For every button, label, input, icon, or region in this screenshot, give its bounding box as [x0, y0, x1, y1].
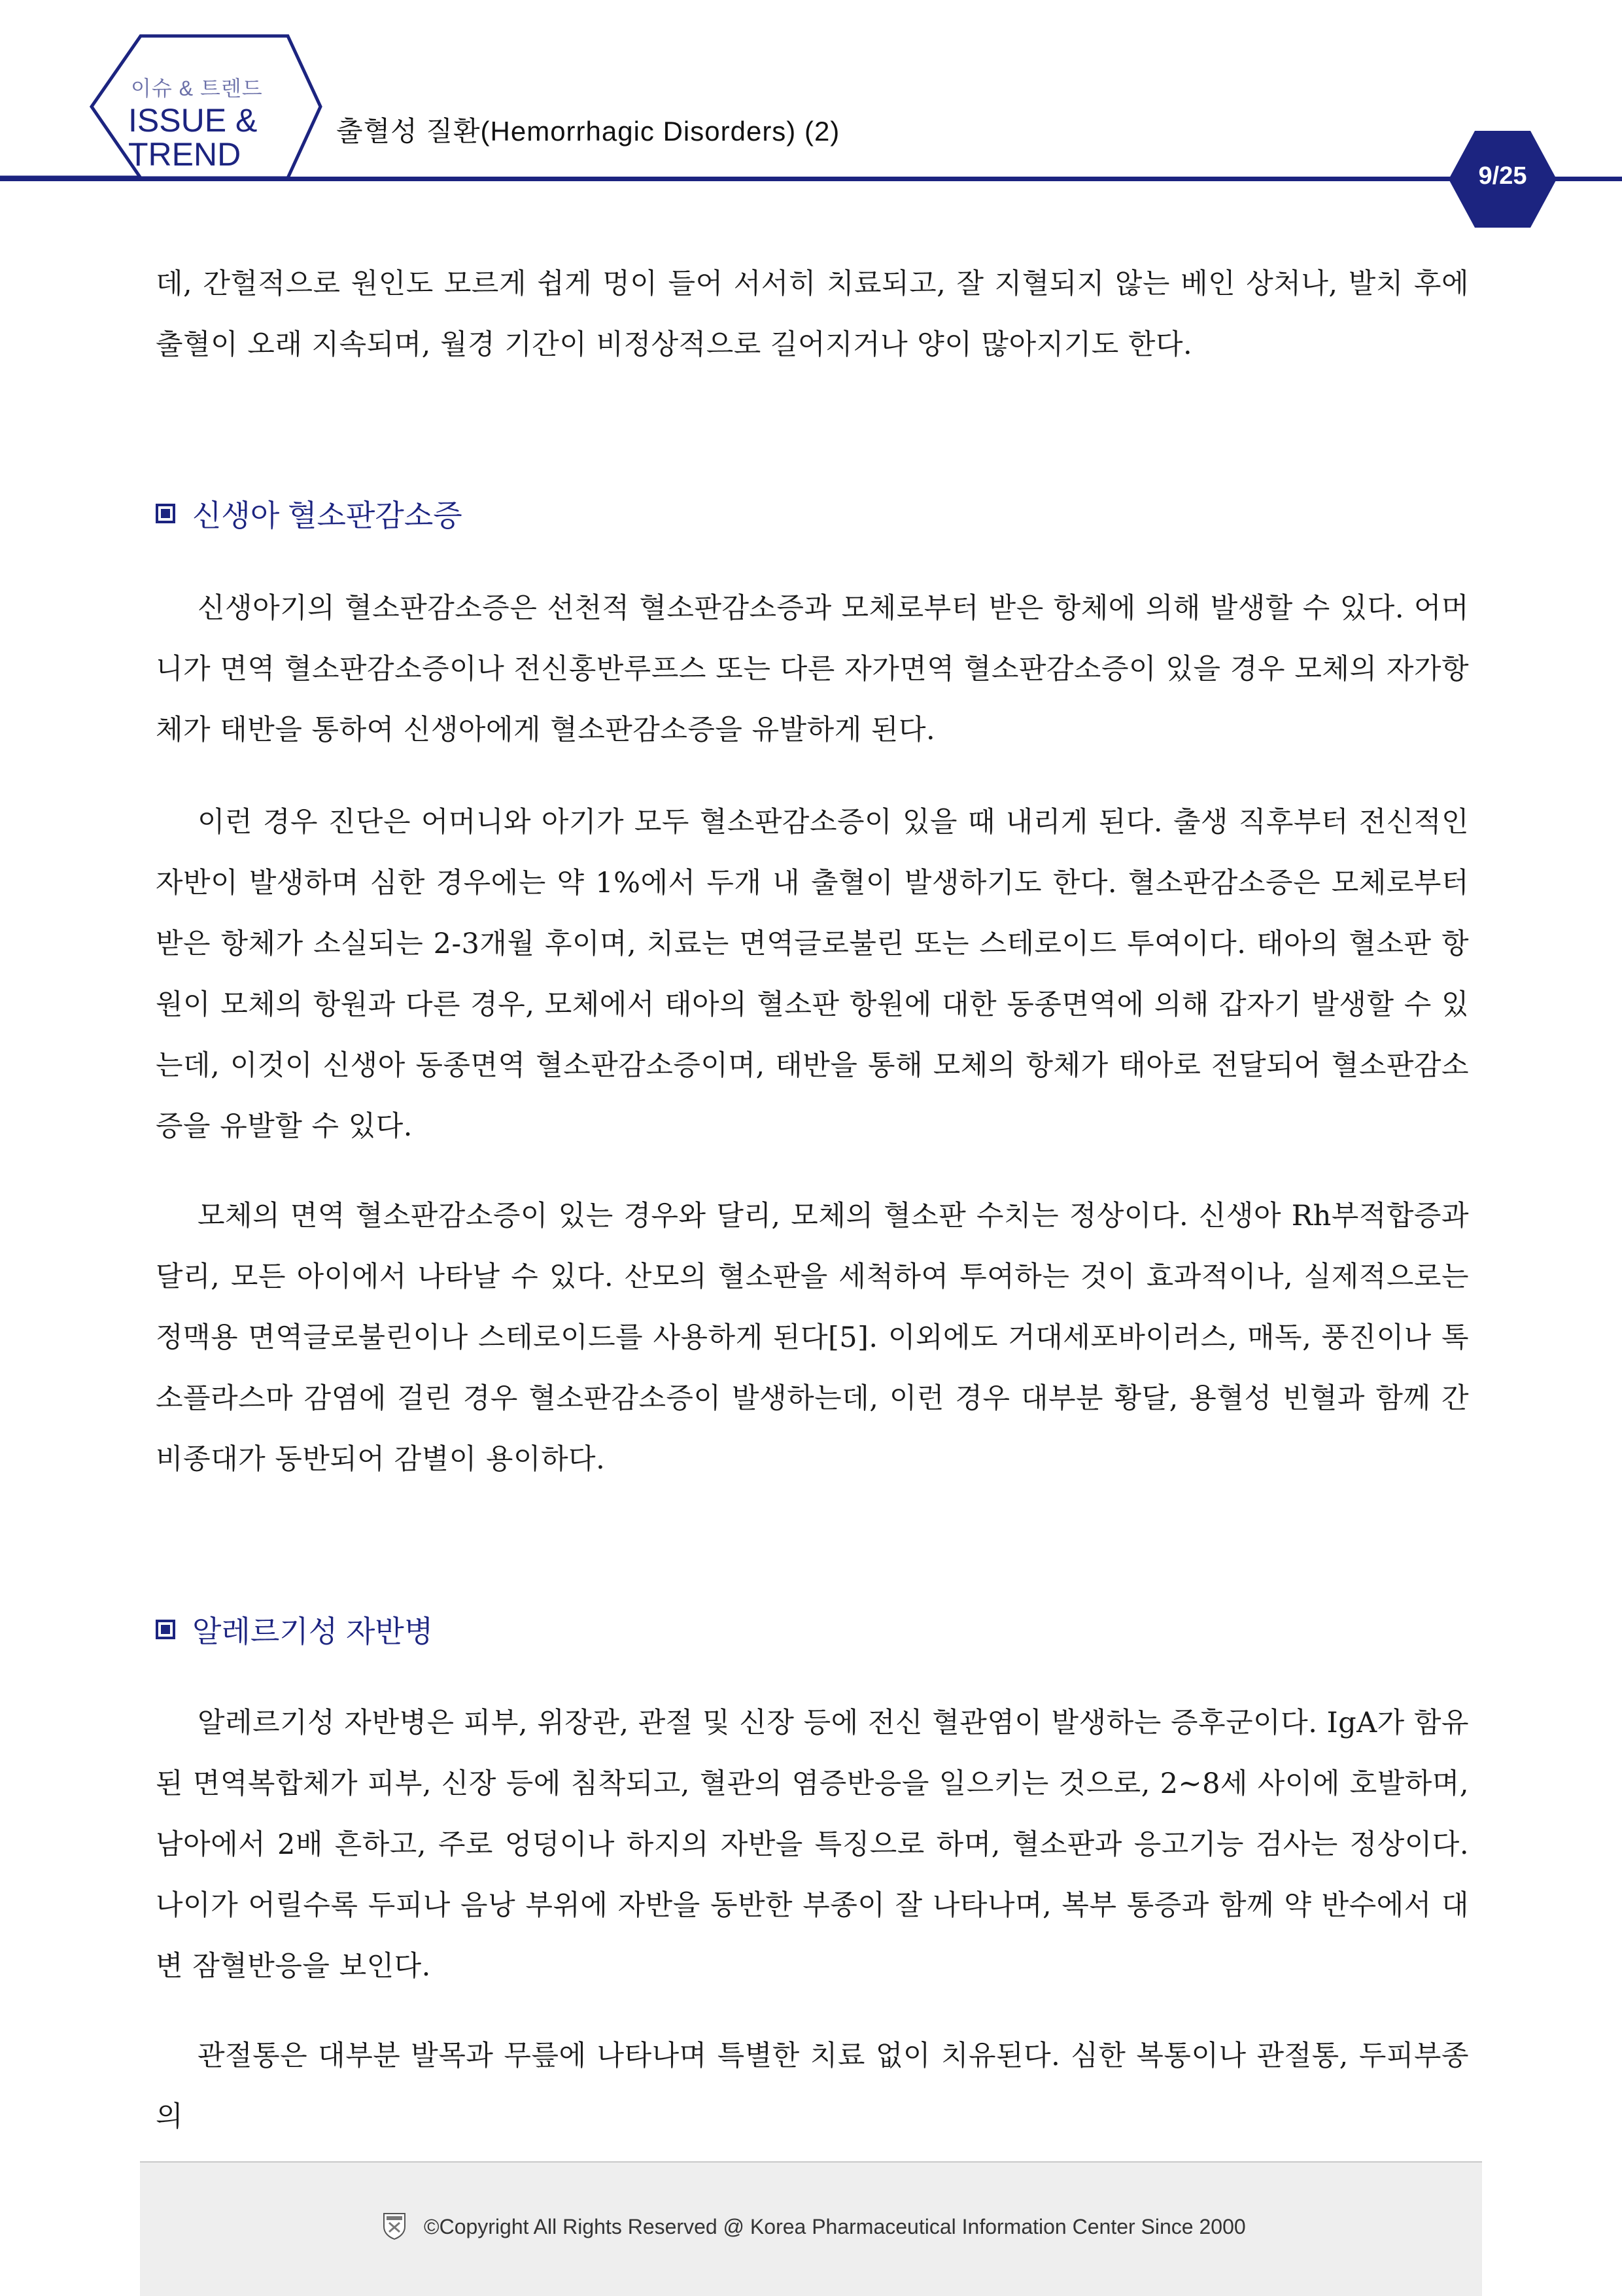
section1-paragraph-1: 신생아기의 혈소판감소증은 선천적 혈소판감소증과 모체로부터 받은 항체에 의해 발생할 수 있다. 어머니가 면역 혈소판감소증이나 전신홍반루프스 또는 다른 자가면역 혈소판감소증이 있을 경우 모체의 자가항체가 태반을 통하여 신생아에게 혈소판감소증을 유발하게 된다.: [156, 592, 1469, 746]
section1-paragraph-3: 모체의 면역 혈소판감소증이 있는 경우와 달리, 모체의 혈소판 수치는 정상이다. 신생아 Rh부적합증과 달리, 모든 아이에서 나타날 수 있다. 산모의 혈소판을 세척하여 투여하는 것이 효과적이나, 실제적으로는 정맥용 면역글로불린이나 스테로이드를 사용하게 된다[5]. 이외에도 거대세포바이러스, 매독, 풍진이나 톡소플라스마 감염에 걸린 경우 혈소판감소증이 발생하는데, 이런 경우 대부분 황달, 용혈성 빈혈과 함께 간비종대가 동반되어 감별이 용이하다.: [156, 1200, 1469, 1476]
crest-icon: [383, 2212, 406, 2240]
section-heading-allergic: [156, 1608, 433, 1651]
section-heading-text: 알레르기성 자반병: [192, 1614, 434, 1648]
page-title: 출혈성 질환(Hemorrhagic Disorders) (2): [336, 116, 840, 147]
square-bullet-icon: [156, 1620, 175, 1639]
logo-line-2: TREND: [128, 136, 241, 173]
intro-paragraph: 데, 간헐적으로 원인도 모르게 쉽게 멍이 들어 서서히 치료되고, 잘 지혈되지 않는 베인 상처나, 발치 후에 출혈이 오래 지속되며, 월경 기간이 비정상적으로 길어지거나 양이 많아지기도 한다.: [156, 268, 1469, 361]
logo-line-1: ISSUE &: [128, 102, 258, 139]
footer-copyright: ©Copyright All Rights Reserved @ Korea Pharmaceutical Information Center Since 2000: [424, 2215, 1246, 2238]
page-number: 9/25: [1478, 162, 1527, 190]
section1-paragraph-2: 이런 경우 진단은 어머니와 아기가 모두 혈소판감소증이 있을 때 내리게 된다. 출생 직후부터 전신적인 자반이 발생하며 심한 경우에는 약 1%에서 두개 내 출혈이 발생하기도 한다. 혈소판감소증은 모체로부터 받은 항체가 소실되는 2-3개월 후이며, 치료는 면역글로불린 또는 스테로이드 투여이다. 태아의 혈소판 항원이 모체의 항원과 다른 경우, 모체에서 태아의 혈소판 항원에 대한 동종면역에 의해 갑자기 발생할 수 있는데, 이것이 신생아 동종면역 혈소판감소증이며, 태반을 통해 모체의 항체가 태아로 전달되어 혈소판감소증을 유발할 수 있다.: [156, 806, 1469, 1143]
section2-paragraph-2: 관절통은 대부분 발목과 무릎에 나타나며 특별한 치료 없이 치유된다. 심한 복통이나 관절통, 두피부종의: [156, 2040, 1469, 2133]
section-heading-text: 신생아 혈소판감소증: [192, 498, 462, 532]
section-heading-neonatal: [156, 492, 462, 535]
section2-paragraph-1: 알레르기성 자반병은 피부, 위장관, 관절 및 신장 등에 전신 혈관염이 발생하는 증후군이다. IgA가 함유된 면역복합체가 피부, 신장 등에 침착되고, 혈관의 염증반응을 일으키는 것으로, 2~8세 사이에 호발하며, 남아에서 2배 흔하고, 주로 엉덩이나 하지의 자반을 특징으로 하며, 혈소판과 응고기능 검사는 정상이다. 나이가 어릴수록 두피나 음낭 부위에 자반을 동반한 부종이 잘 나타나며, 복부 통증과 함께 약 반수에서 대변 잠혈반응을 보인다.: [156, 1707, 1469, 1983]
logo-subtitle: 이슈 & 트렌드: [131, 77, 263, 100]
square-bullet-icon: [156, 504, 175, 523]
